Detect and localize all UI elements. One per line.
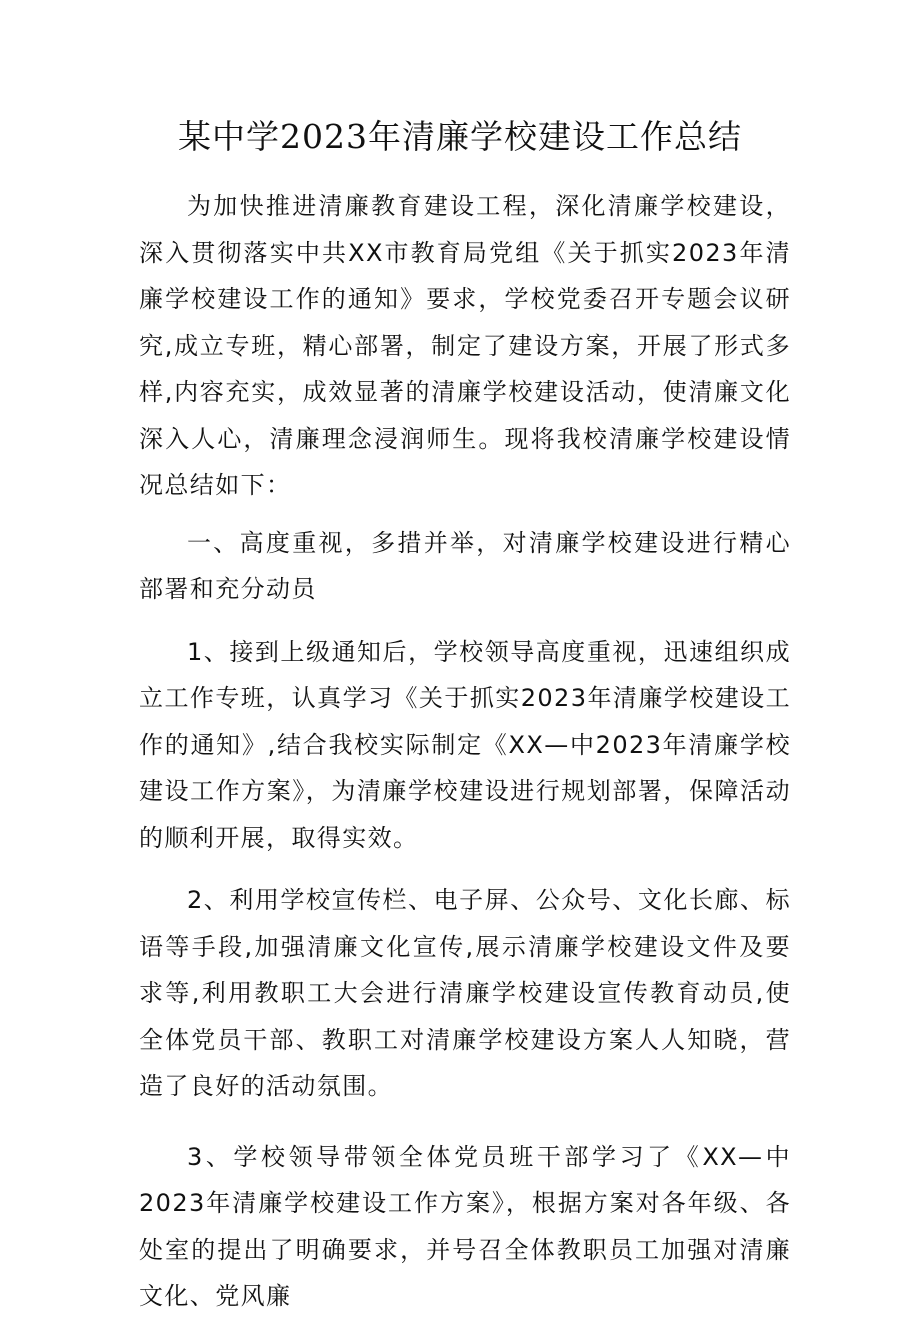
paragraph-item-3: 3、学校领导带领全体党员班干部学习了《XX—中2023年清廉学校建设工作方案》，根据方案对各年级、各处室的提出了明确要求，并号召全体教职员工加强对清廉文化、党风廉 <box>139 1142 791 1310</box>
paragraph-item-1: 1、接到上级通知后，学校领导高度重视，迅速组织成立工作专班，认真学习《关于抓实2023年清廉学校建设工作的通知》,结合我校实际制定《XX—中2023年清廉学校建设工作方案》，为清廉学校建设进行规划部署，保障活动的顺利开展，取得实效。 <box>139 637 791 852</box>
document-body <box>139 183 791 1320</box>
section-heading-1: 一、高度重视，多措并举，对清廉学校建设进行精心部署和充分动员 <box>139 528 791 603</box>
paragraph-item-2: 2、利用学校宣传栏、电子屏、公众号、文化长廊、标语等手段,加强清廉文化宣传,展示清廉学校建设文件及要求等,利用教职工大会进行清廉学校建设宣传教育动员,使全体党员干部、教职工对清廉学校建设方案人人知晓，营造了良好的活动氛围。 <box>139 886 791 1100</box>
document-title: 某中学2023年清廉学校建设工作总结 <box>178 117 742 156</box>
intro-paragraph: 为加快推进清廉教育建设工程，深化清廉学校建设，深入贯彻落实中共XX市教育局党组《关于抓实2023年清廉学校建设工作的通知》要求，学校党委召开专题会议研究,成立专班，精心部署，制定了建设方案，开展了形式多样,内容充实，成效显著的清廉学校建设活动，使清廉文化深入人心，清廉理念浸润师生。现将我校清廉学校建设情况总结如下： <box>139 192 791 499</box>
